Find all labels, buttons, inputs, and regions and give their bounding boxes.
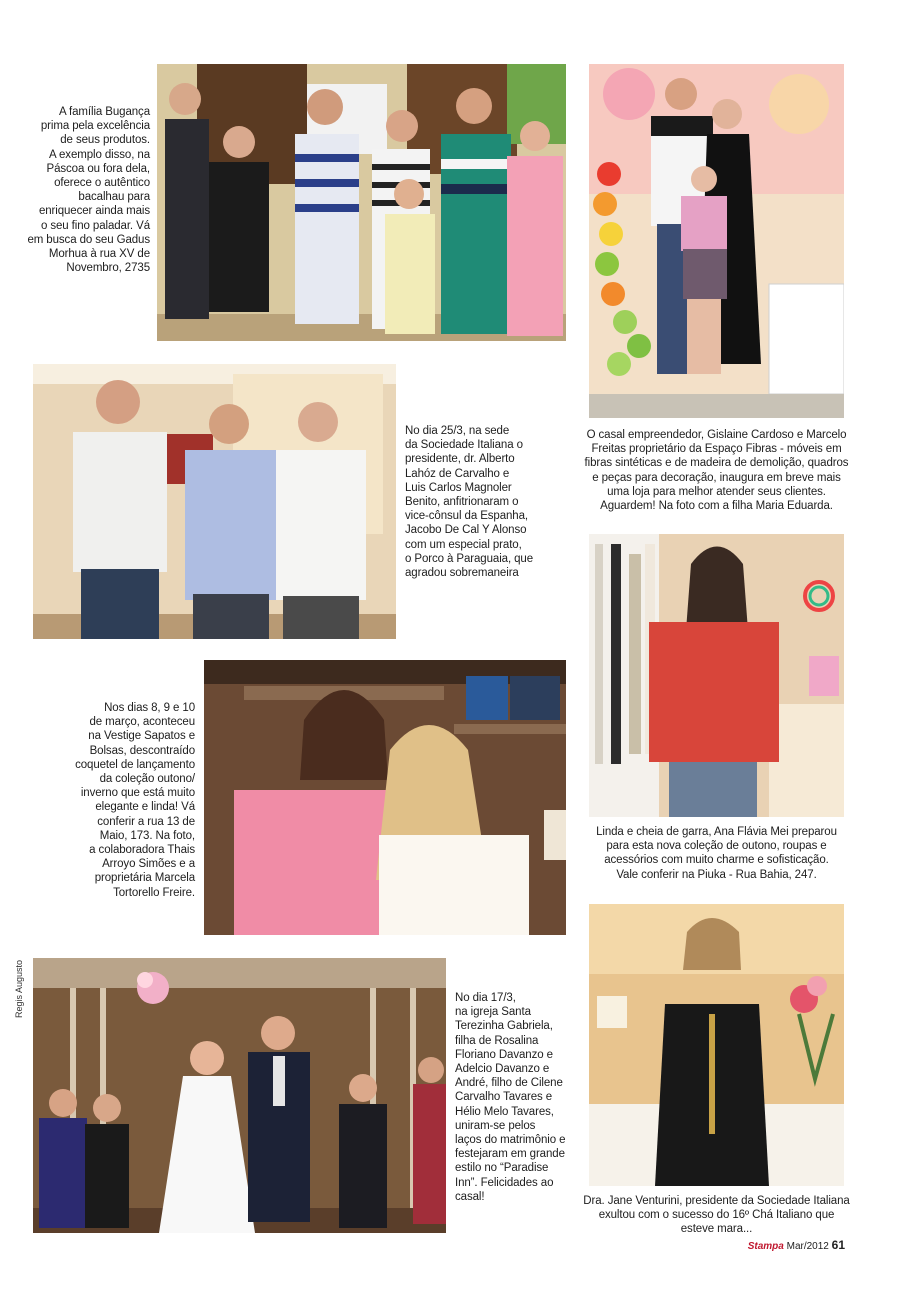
photo-espaco-fibras: [589, 64, 844, 418]
caption-line: elegante e linda! Vá: [95, 801, 195, 814]
magazine-brand: Stampa: [747, 1241, 784, 1252]
caption-cha-italiano: [582, 1194, 851, 1237]
caption-line: Luis Carlos Magnoler: [405, 481, 512, 494]
caption-casamento: [455, 991, 573, 1204]
caption-line: Hélio Melo Tavares,: [455, 1105, 554, 1118]
caption-line: inverno que está muito: [80, 787, 195, 800]
page-footer: [748, 1238, 845, 1252]
caption-line: de seus produtos.: [60, 134, 150, 147]
caption-line: Dra. Jane Venturini, presidente da Sociedade Italiana: [583, 1195, 850, 1207]
caption-line: prima pela excelência: [40, 120, 150, 133]
caption-vestige: [62, 701, 195, 900]
photo-piuka: [589, 534, 844, 817]
caption-line: Nos dias 8, 9 e 10: [104, 702, 195, 714]
caption-line: oferece o autêntico: [54, 177, 150, 190]
caption-line: de março, aconteceu: [89, 716, 195, 729]
caption-piuka: [584, 825, 849, 882]
caption-line: Aguardem! Na foto com a filha Maria Eduarda.: [600, 500, 833, 513]
caption-line: em busca do seu Gadus: [27, 233, 150, 246]
caption-line: acessórios com muito charme e sofisticação.: [604, 854, 829, 867]
caption-line: da Sociedade Italiana o: [405, 439, 523, 452]
caption-line: A exemplo disso, na: [48, 148, 150, 161]
caption-line: fibras sintéticas e de madeira de demolição, quadros: [584, 457, 849, 470]
photo-sociedade-italiana: [33, 364, 396, 639]
caption-line: Maio, 173. Na foto,: [99, 829, 195, 842]
caption-line: Bolsas, descontraído: [89, 744, 195, 757]
photo-familia-buganca: [157, 64, 566, 341]
caption-line: No dia 17/3,: [455, 992, 516, 1004]
photo-vestige: [204, 660, 566, 935]
caption-line: Jacobo De Cal Y Alonso: [405, 524, 527, 537]
issue-date: Mar/2012: [786, 1241, 829, 1252]
caption-espaco-fibras: [584, 428, 849, 513]
caption-line: O casal empreendedor, Gislaine Cardoso e Marcelo: [586, 429, 847, 441]
caption-line: André, filho de Cilene: [455, 1077, 563, 1090]
caption-line: com um especial prato,: [405, 538, 522, 551]
caption-line: Novembro, 2735: [66, 262, 150, 275]
caption-line: o Porco à Paraguaia, que: [405, 552, 534, 565]
caption-line: uniram-se pelos: [455, 1119, 536, 1132]
caption-line: Inn”. Felicidades ao: [455, 1176, 554, 1189]
caption-line: da coleção outono/: [99, 773, 195, 786]
caption-line: Carvalho Tavares e: [455, 1091, 553, 1104]
caption-line: para esta nova coleção de outono, roupas e: [606, 840, 827, 853]
caption-line: Lahóz de Carvalho e: [405, 467, 510, 480]
caption-line: Vale conferir na Piuka - Rua Bahia, 247.: [616, 868, 817, 881]
caption-line: festejaram em grande: [455, 1148, 565, 1161]
caption-line: Freitas proprietário da Espaço Fibras - móveis em: [591, 443, 842, 456]
caption-line: na igreja Santa: [455, 1006, 531, 1019]
caption-sociedade-italiana: [405, 424, 535, 580]
caption-line: a colaboradora Thais: [89, 844, 195, 857]
caption-line: A família Bugança: [59, 106, 150, 118]
caption-line: conferir a rua 13 de: [97, 815, 195, 828]
caption-line: No dia 25/3, na sede: [405, 425, 510, 437]
caption-line: esteve mara...: [680, 1223, 753, 1236]
caption-line: Linda e cheia de garra, Ana Flávia Mei preparou: [596, 826, 837, 838]
photo-credit: [14, 958, 28, 1020]
caption-line: estilo no “Paradise: [455, 1162, 549, 1175]
caption-line: exultou com o sucesso do 16º Chá Italiano que: [598, 1209, 835, 1222]
caption-line: enriquecer ainda mais: [38, 205, 150, 218]
caption-line: vice-cônsul da Espanha,: [405, 510, 528, 523]
photo-cha-italiano: [589, 904, 844, 1186]
photo-credit-text: Regis Augusto: [14, 959, 24, 1018]
caption-line: agradou sobremaneira: [405, 567, 519, 580]
caption-line: Terezinha Gabriela,: [455, 1020, 553, 1033]
caption-line: Adelcio Davanzo e: [455, 1063, 550, 1076]
caption-line: na Vestige Sapatos e: [88, 730, 195, 743]
caption-line: bacalhau para: [78, 191, 150, 204]
page-number: 61: [831, 1238, 845, 1252]
caption-line: o seu fino paladar. Vá: [40, 219, 150, 232]
caption-line: casal!: [455, 1190, 485, 1203]
caption-line: e peças para decoração, inaugura em breve mais: [592, 471, 841, 484]
caption-line: Tortorello Freire.: [113, 886, 195, 899]
caption-line: Morhua à rua XV de: [48, 248, 150, 261]
caption-familia-buganca: [24, 105, 150, 275]
caption-line: Arroyo Simões e a: [102, 858, 195, 871]
caption-line: coquetel de lançamento: [75, 758, 195, 771]
caption-line: Páscoa ou fora dela,: [46, 162, 150, 175]
caption-line: Floriano Davanzo e: [455, 1048, 553, 1061]
caption-line: uma loja para melhor atender seus clientes.: [607, 485, 826, 498]
caption-line: presidente, dr. Alberto: [405, 453, 515, 466]
caption-line: Benito, anfitrionaram o: [405, 496, 519, 509]
caption-line: proprietária Marcela: [94, 872, 195, 885]
caption-line: laços do matrimônio e: [455, 1134, 566, 1147]
photo-casamento: [33, 958, 446, 1233]
caption-line: filha de Rosalina: [455, 1034, 539, 1047]
